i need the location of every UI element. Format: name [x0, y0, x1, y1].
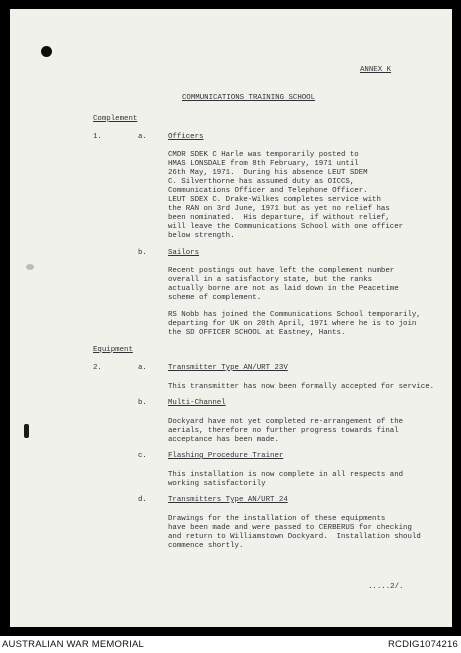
ink-mark	[24, 424, 29, 438]
text-line: LEUT SDEX C. Drake-Wilkes completes service with	[168, 196, 381, 204]
item-number: 1.	[93, 133, 102, 141]
document-page	[10, 9, 452, 627]
text-line: overall in a satisfactory state, but the ranks	[168, 276, 373, 284]
text-line: have been made and were passed to CERBERUS for checking	[168, 524, 412, 532]
text-line: This transmitter has now been formally accepted for service.	[168, 383, 435, 391]
subheading-sailors: Sailors	[168, 249, 200, 257]
text-line: actually borne are not as laid down in the Peacetime	[168, 285, 399, 293]
text-line: the SD OFFICER SCHOOL at Eastney, Hants.	[168, 329, 346, 337]
item-letter: a.	[138, 364, 147, 372]
text-line: Recent postings out have left the complement number	[168, 267, 395, 275]
item-letter: d.	[138, 496, 147, 504]
text-line: commence shortly.	[168, 542, 244, 550]
text-line: 26th May, 1971. During his absence LEUT SDEM	[168, 169, 368, 177]
text-line: and return to Williamstown Dockyard. Installation should	[168, 533, 421, 541]
text-line: Dockyard have not yet completed re-arrangement of the	[168, 418, 404, 426]
text-line: RS Nobb has joined the Communications School temporarily,	[168, 311, 421, 319]
subheading-officers: Officers	[168, 133, 204, 141]
subheading-transmitters-urt24: Transmitters Type AN/URT 24	[168, 496, 288, 504]
archive-footer	[0, 636, 461, 653]
footer-record-id: RCDIG1074216	[388, 639, 458, 650]
subheading-flashing-procedure-trainer: Flashing Procedure Trainer	[168, 452, 284, 460]
text-line: working satisfactorily	[168, 480, 266, 488]
text-line: been nominated. His departure, if without relief,	[168, 214, 390, 222]
text-line: will leave the Communications School with one officer	[168, 223, 404, 231]
text-line: CMDR SDEK C Harle was temporarily posted to	[168, 151, 359, 159]
item-number: 2.	[93, 364, 102, 372]
text-line: scheme of complement.	[168, 294, 262, 302]
subheading-transmitter-urt23: Transmitter Type AN/URT 23V	[168, 364, 288, 372]
item-letter: b.	[138, 399, 147, 407]
text-line: C. Silverthorne has assumed duty as OICCS,	[168, 178, 355, 186]
text-line: Drawings for the installation of these equipments	[168, 515, 386, 523]
section-heading-complement: Complement	[93, 115, 138, 123]
section-heading-equipment: Equipment	[93, 346, 133, 354]
text-line: acceptance has been made.	[168, 436, 279, 444]
text-line: below strength.	[168, 232, 235, 240]
footer-institution: AUSTRALIAN WAR MEMORIAL	[2, 639, 145, 650]
annex-label: ANNEX K	[360, 66, 392, 74]
subheading-multi-channel: Multi-Channel	[168, 399, 226, 407]
text-line: the RAN on 3rd June, 1971 but as yet no relief has	[168, 205, 390, 213]
item-letter: b.	[138, 249, 147, 257]
document-title: COMMUNICATIONS TRAINING SCHOOL	[182, 94, 316, 102]
text-line: This installation is now complete in all respects and	[168, 471, 404, 479]
text-line: HMAS LONSDALE from 8th February, 1971 until	[168, 160, 359, 168]
text-line: aerials, therefore no further progress towards final	[168, 427, 399, 435]
item-letter: c.	[138, 452, 147, 460]
text-line: departing for UK on 20th April, 1971 where he is to join	[168, 320, 417, 328]
item-letter: a.	[138, 133, 147, 141]
punch-hole-mark	[26, 264, 34, 270]
punch-hole	[41, 46, 52, 57]
continuation-marker: .....2/.	[368, 583, 404, 591]
text-line: Communications Officer and Telephone Officer.	[168, 187, 368, 195]
